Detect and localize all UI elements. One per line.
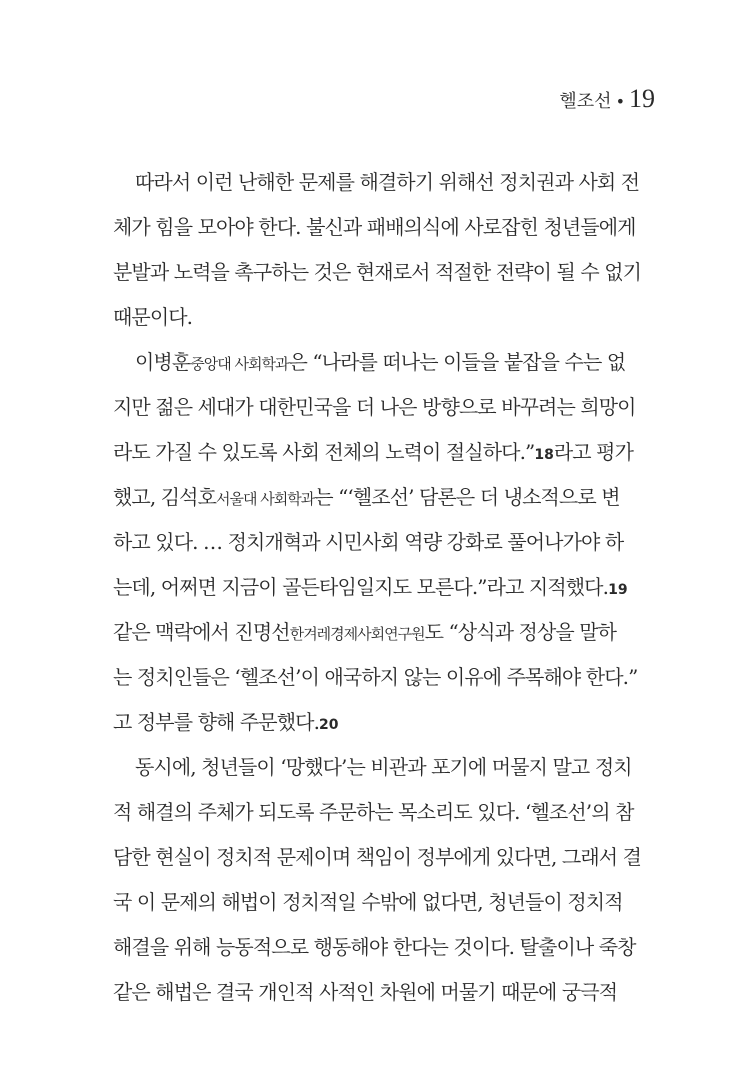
affiliation-note: 서울대 사회학과 (216, 490, 315, 508)
running-head (559, 84, 655, 117)
text-line (113, 700, 659, 745)
footnote-ref: 19 (608, 582, 628, 598)
text-run: 은 “나라를 떠나는 이들을 붙잡을 수는 없 (288, 350, 626, 374)
affiliation-note: 중앙대 사회학과 (190, 355, 289, 373)
text-line: 동시에, 청년들이 ‘망했다’는 비관과 포기에 머물지 말고 정치 (135, 755, 632, 779)
running-head-title: 헬조선 (559, 91, 612, 112)
text-line: 지만 젊은 세대가 대한민국을 더 나은 방향으로 바꾸려는 희망이 (113, 395, 636, 419)
text-line (113, 610, 659, 655)
text-run: 라도 가질 수 있도록 사회 전체의 노력이 절실하다.” (113, 440, 535, 464)
text-line: 같은 해법은 결국 개인적 사적인 차원에 머물기 때문에 궁극적 (113, 980, 618, 1004)
page-number: 19 (629, 84, 655, 113)
text-line: 담한 현실이 정치적 문제이며 책임이 정부에게 있다면, 그래서 결 (113, 845, 642, 869)
text-run: 는데, 어쩌면 지금이 골든타임일지도 모른다.”라고 지적했다. (113, 575, 609, 599)
text-line: 국 이 문제의 해법이 정치적일 수밖에 없다면, 청년들이 정치적 (113, 890, 623, 914)
text-run: 고 정부를 향해 주문했다. (113, 710, 320, 734)
text-line (113, 340, 659, 385)
text-line: 하고 있다. … 정치개혁과 시민사회 역량 강화로 풀어나가야 하 (113, 530, 624, 554)
text-line: 적 해결의 주체가 되도록 주문하는 목소리도 있다. ‘헬조선’의 참 (113, 800, 634, 824)
text-line (113, 430, 659, 475)
text-line: 분발과 노력을 촉구하는 것은 현재로서 적절한 전략이 될 수 없기 (113, 260, 642, 284)
text-line: 따라서 이런 난해한 문제를 해결하기 위해선 정치권과 사회 전 (135, 170, 640, 194)
text-run: 라고 평가 (553, 440, 634, 464)
text-run: 했고, 김석호 (113, 485, 217, 509)
running-head-separator: • (615, 92, 625, 111)
affiliation-note: 한겨레경제사회연구원 (289, 625, 425, 643)
text-line (113, 565, 659, 610)
text-run: 는 “‘헬조선’ 담론은 더 냉소적으로 변 (314, 485, 620, 509)
text-line: 해결을 위해 능동적으로 행동해야 한다는 것이다. 탈출이나 죽창 (113, 935, 636, 959)
text-run: 도 “상식과 정상을 말하 (424, 620, 617, 644)
text-run: 같은 맥락에서 진명선 (113, 620, 290, 644)
footnote-ref: 20 (319, 717, 339, 733)
text-line: 는 정치인들은 ‘헬조선’이 애국하지 않는 이유에 주목해야 한다.” (113, 665, 638, 689)
footnote-ref: 18 (534, 447, 554, 463)
person-name: 이병훈 (135, 350, 191, 374)
body-text (113, 160, 659, 1015)
text-line: 때문이다. (113, 305, 193, 329)
text-line (113, 475, 659, 520)
text-line: 체가 힘을 모아야 한다. 불신과 패배의식에 사로잡힌 청년들에게 (113, 215, 636, 239)
